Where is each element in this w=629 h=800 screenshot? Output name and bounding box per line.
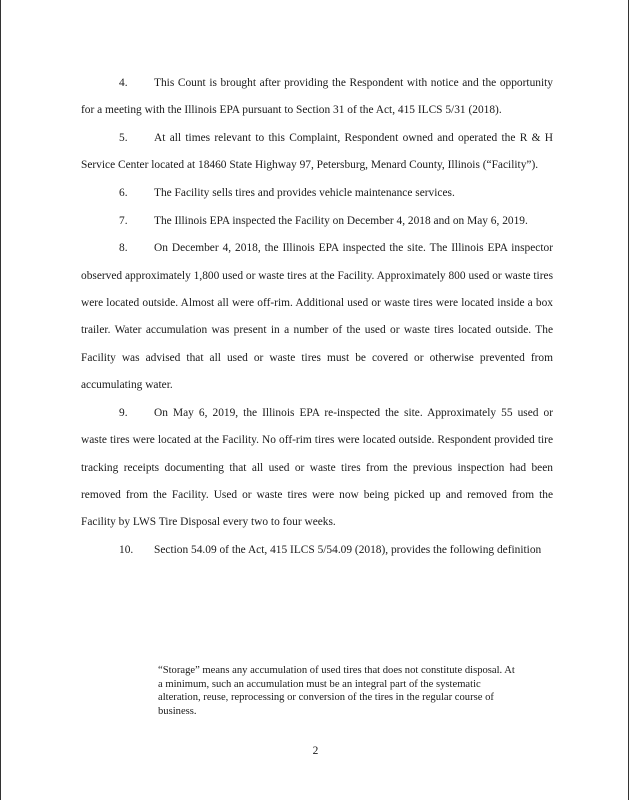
paragraph-text: On December 4, 2018, the Illinois EPA inspected the site. The Illinois EPA inspector observed approximately 1,800 used or waste tires at the Facility. Approximately 800 used or waste tires were located outside. Almost all were off-rim. Additional used or waste tires were located inside a box trailer. Water accumulation was present in a number of the used or waste tires located outside. The Facility was advised that all used or waste tires must be covered or otherwise prevented from accumulating water. [81,242,553,392]
complaint-body [81,70,553,565]
storage-definition-quote: “Storage” means any accumulation of used tires that does not constitute disposal. At a minimum, such an accumulation must be an integral part of the systematic alteration, reuse, reprocessing or conversion of the tires in the regular course of business. [158,665,515,717]
paragraph-7 [81,208,553,235]
paragraph-6 [81,180,553,207]
paragraph-4 [81,70,553,125]
paragraph-8 [81,235,553,399]
paragraph-text: This Count is brought after providing the Respondent with notice and the opportunity for a meeting with the Illinois EPA pursuant to Section 31 of the Act, 415 ILCS 5/31 (2018). [81,77,553,117]
paragraph-number: 8. [119,242,128,255]
paragraph-text: Section 54.09 of the Act, 415 ILCS 5/54.09 (2018), provides the following definition [154,544,542,557]
paragraph-text: On May 6, 2019, the Illinois EPA re-inspected the site. Approximately 55 used or waste tires were located at the Facility. No off-rim tires were located outside. Respondent provided tire tracking receipts documenting that all used or waste tires from the previous inspection had been removed from the Facility. Used or waste tires were now being picked up and removed from the Facility by LWS Tire Disposal every two to four weeks. [81,406,553,529]
paragraph-number: 4. [119,77,128,89]
paragraph-text: The Illinois EPA inspected the Facility on December 4, 2018 and on May 6, 2019. [154,214,528,227]
paragraph-10 [81,537,553,564]
paragraph-number: 10. [119,544,134,557]
paragraph-9 [81,400,553,537]
paragraph-text: The Facility sells tires and provides vehicle maintenance services. [154,187,455,199]
paragraph-number: 9. [119,406,128,419]
page-number: 2 [312,745,319,757]
paragraph-number: 5. [119,132,128,144]
paragraph-number: 7. [119,214,128,227]
paragraph-5 [81,125,553,180]
paragraph-number: 6. [119,187,128,199]
paragraph-text: At all times relevant to this Complaint, Respondent owned and operated the R & H Service Center located at 18460 State Highway 97, Petersburg, Menard County, Illinois (“Facility”). [81,132,553,172]
